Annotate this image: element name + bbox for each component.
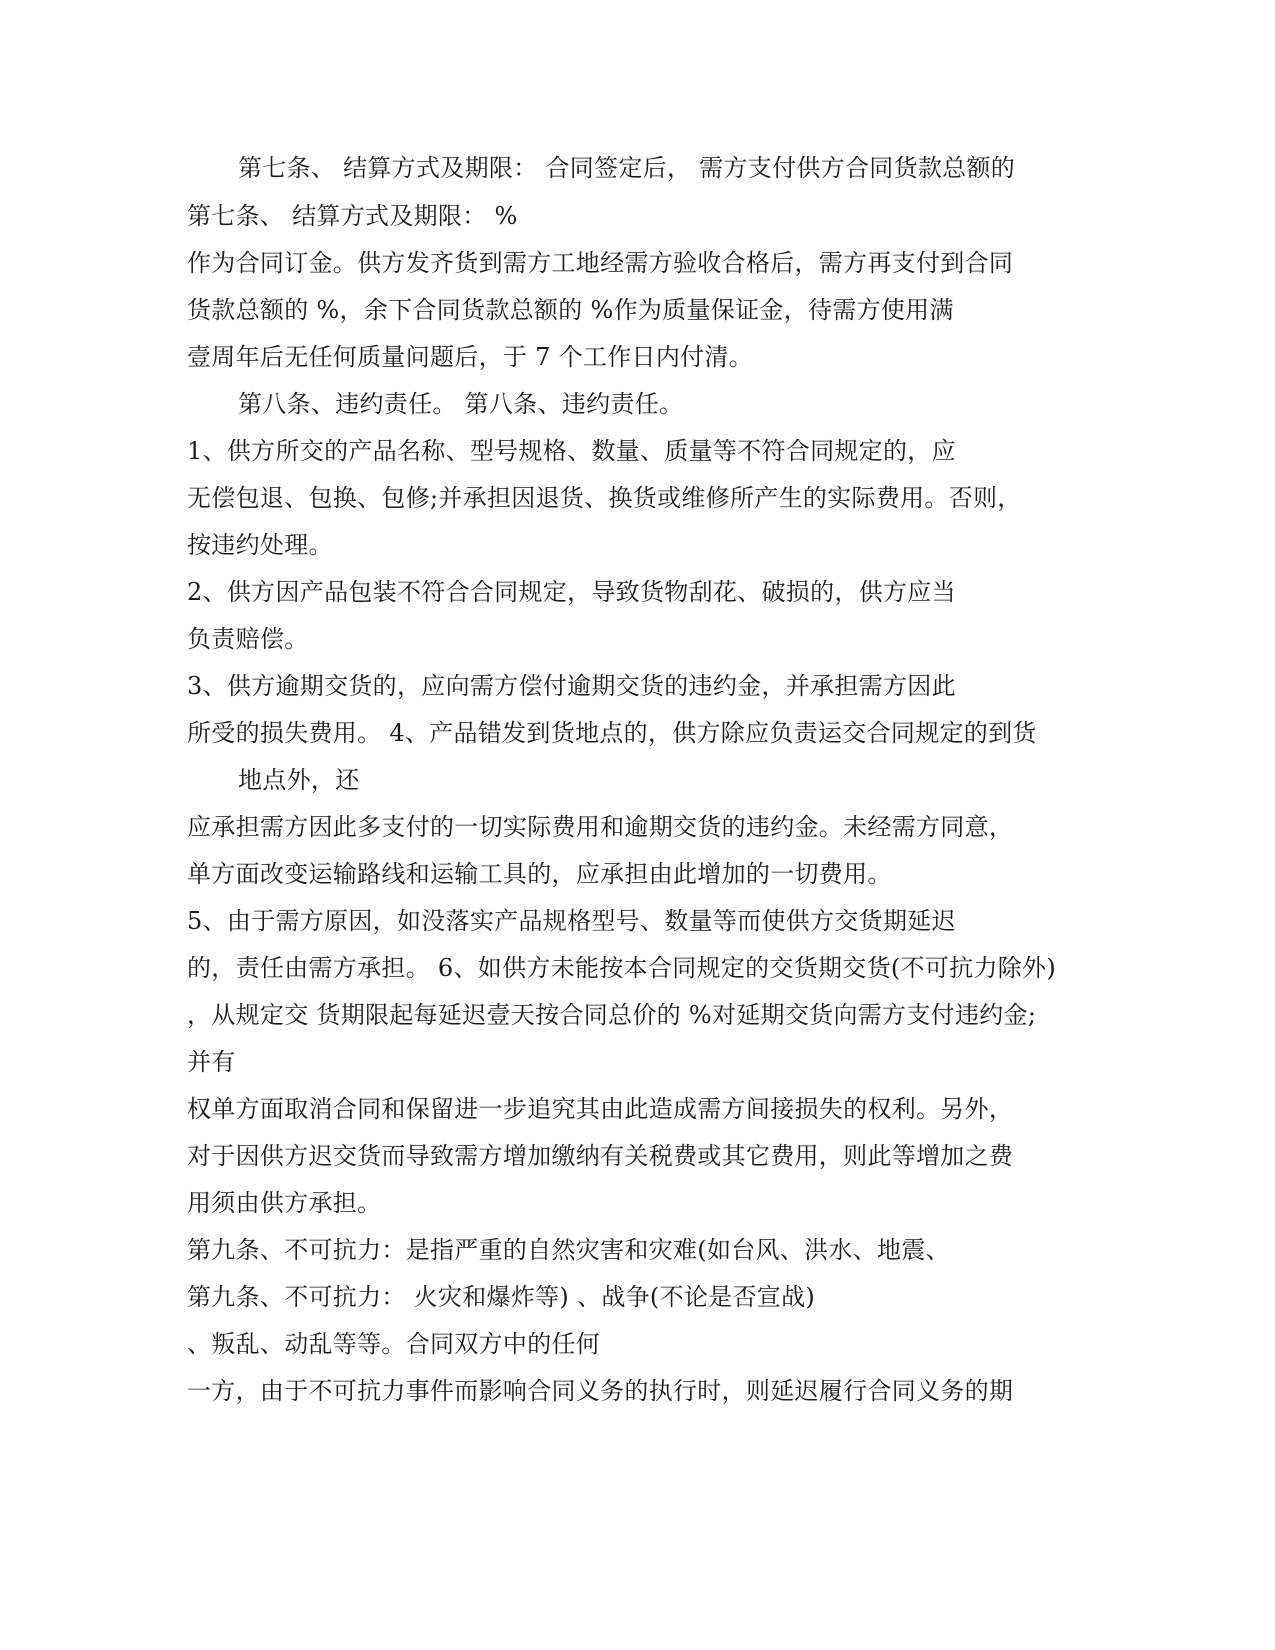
text-line: 单方面改变运输路线和运输工具的，应承担由此增加的一切费用。 [187, 860, 892, 888]
text-line: 1、供方所交的产品名称、型号规格、数量、质量等不符合同规定的，应 [187, 437, 956, 465]
text-line: 货款总额的 %，余下合同货款总额的 %作为质量保证金，待需方使用满 [187, 296, 954, 324]
text-line: 第九条、不可抗力：是指严重的自然灾害和灾难(如台风、洪水、地震、 [187, 1236, 950, 1264]
text-line: 权单方面取消合同和保留进一步追究其由此造成需方间接损失的权利。另外， [187, 1095, 1014, 1123]
text-line: 无偿包退、包换、包修;并承担因退货、换货或维修所产生的实际费用。否则， [187, 484, 1022, 512]
text-line: 、叛乱、动乱等等。合同双方中的任何 [187, 1330, 601, 1358]
text-line: 3、供方逾期交货的，应向需方偿付逾期交货的违约金，并承担需方因此 [187, 672, 956, 700]
text-line: 5、由于需方原因，如没落实产品规格型号、数量等而使供方交货期延迟 [187, 907, 956, 935]
text-line: 第七条、 结算方式及期限： 合同签定后， 需方支付供方合同货款总额的 [238, 154, 1016, 182]
text-line: 作为合同订金。供方发齐货到需方工地经需方验收合格后，需方再支付到合同 [187, 249, 1014, 277]
text-line: ，从规定交 货期限起每延迟壹天按合同总价的 %对延期交货向需方支付违约金; [187, 1001, 1037, 1029]
text-line: 第八条、违约责任。 第八条、违约责任。 [238, 390, 684, 418]
text-line: 所受的损失费用。 4、产品错发到货地点的，供方除应负责运交合同规定的到货 [187, 719, 1037, 747]
text-line: 第九条、不可抗力： 火灾和爆炸等) 、战争(不论是否宣战) [187, 1283, 816, 1311]
text-line: 的，责任由需方承担。 6、如供方未能按本合同规定的交货期交货(不可抗力除外) [187, 954, 1057, 982]
text-line: 按违约处理。 [187, 531, 333, 559]
text-line: 第七条、 结算方式及期限： % [187, 202, 518, 230]
text-line: 地点外，还 [238, 766, 360, 794]
text-line: 对于因供方迟交货而导致需方增加缴纳有关税费或其它费用，则此等增加之费 [187, 1142, 1014, 1170]
text-line: 壹周年后无任何质量问题后，于 7 个工作日内付清。 [187, 343, 754, 371]
text-line: 并有 [187, 1048, 236, 1076]
text-line: 负责赔偿。 [187, 625, 309, 653]
text-line: 一方，由于不可抗力事件而影响合同义务的执行时，则延迟履行合同义务的期 [187, 1377, 1014, 1405]
text-line: 用须由供方承担。 [187, 1189, 382, 1217]
text-line: 应承担需方因此多支付的一切实际费用和逾期交货的违约金。未经需方同意， [187, 813, 1014, 841]
text-line: 2、供方因产品包装不符合合同规定，导致货物刮花、破损的，供方应当 [187, 578, 956, 606]
